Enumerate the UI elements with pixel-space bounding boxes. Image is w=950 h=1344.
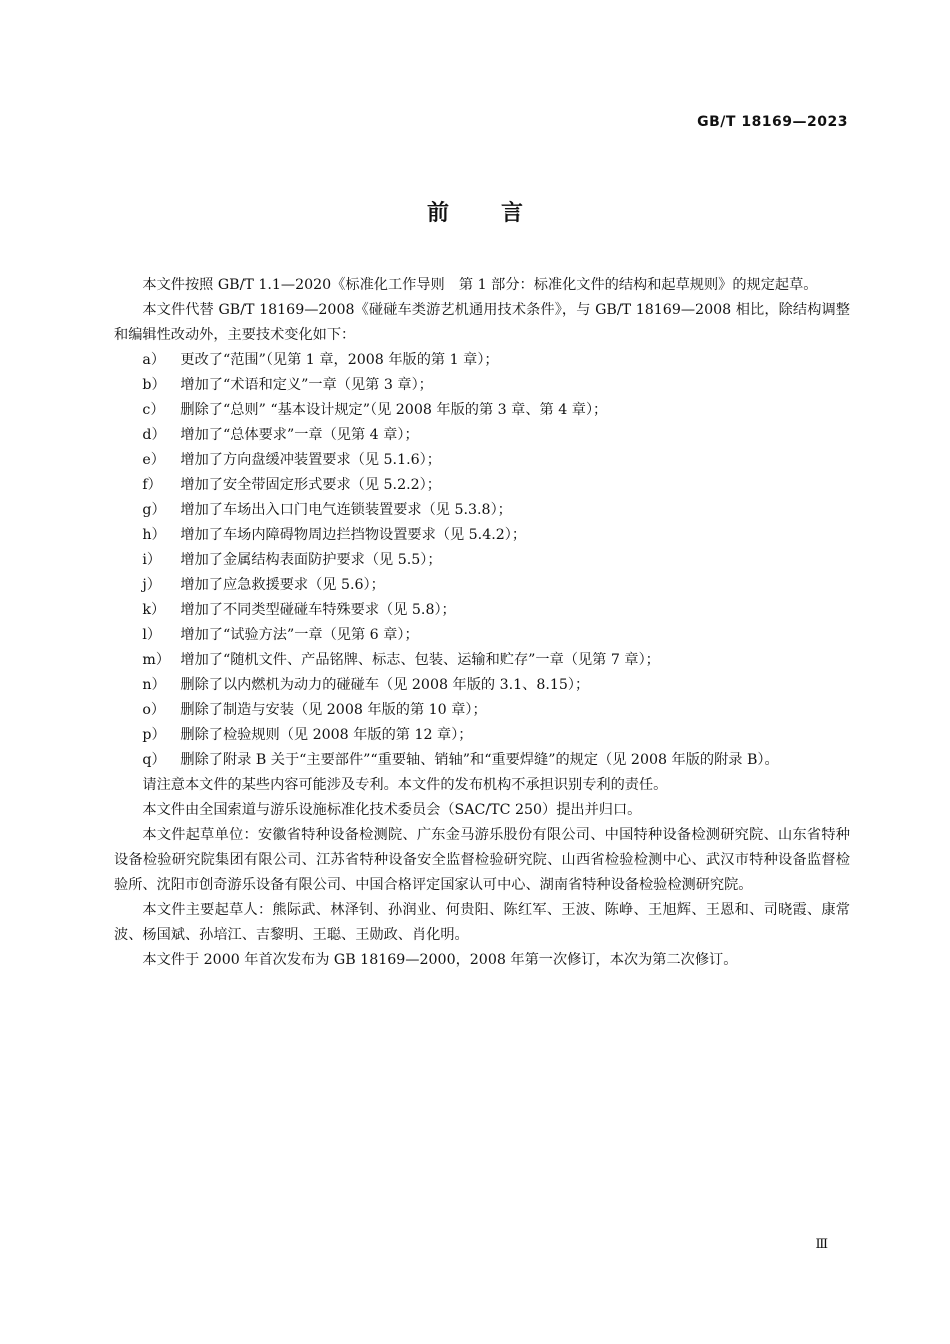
list-item-text: 增加了安全带固定形式要求（见 5.2.2）； [180, 477, 441, 493]
list-item-label: j） [142, 577, 161, 593]
list-item-text: 增加了不同类型碰碰车特殊要求（见 5.8）； [180, 602, 456, 618]
list-item-label: i） [142, 552, 162, 568]
list-item [114, 423, 850, 448]
change-list [114, 348, 850, 773]
list-item-text: 删除了以内燃机为动力的碰碰车（见 2008 年版的 3.1、8.15）； [180, 677, 590, 693]
list-item [114, 648, 850, 673]
list-item-text: 删除了附录 B 关于“主要部件”“重要轴、销轴”和“重要焊缝”的规定（见 2008 年版的附录 B）。 [180, 752, 779, 768]
list-item-text: 增加了“随机文件、产品铭牌、标志、包装、运输和贮存”一章（见第 7 章）； [180, 652, 660, 668]
list-item-label: m） [142, 652, 171, 668]
list-item-text: 增加了“术语和定义”一章（见第 3 章）； [180, 377, 433, 393]
list-item [114, 473, 850, 498]
list-item-text: 删除了“总则” “基本设计规定”（见 2008 年版的第 3 章、第 4 章）； [180, 402, 608, 418]
list-item-label: h） [142, 527, 166, 543]
page-title: 前言 [426, 201, 575, 226]
document-body [114, 273, 850, 973]
list-item-text: 删除了制造与安装（见 2008 年版的第 10 章）； [180, 702, 487, 718]
list-item [114, 623, 850, 648]
paragraph: 本文件按照 GB/T 1.1—2020《标准化工作导则 第 1 部分：标准化文件的结构和起草规则》的规定起草。 [142, 277, 818, 293]
proposing-body: 本文件由全国索道与游乐设施标准化技术委员会（SAC/TC 250）提出并归口。 [142, 802, 642, 818]
list-item-label: q） [142, 752, 166, 768]
list-item [114, 723, 850, 748]
list-item [114, 698, 850, 723]
list-item [114, 598, 850, 623]
list-item [114, 448, 850, 473]
list-item [114, 373, 850, 398]
list-item-text: 删除了检验规则（见 2008 年版的第 12 章）； [180, 727, 473, 743]
list-item-label: g） [142, 502, 166, 518]
list-item-text: 增加了方向盘缓冲装置要求（见 5.1.6）； [180, 452, 441, 468]
list-item-text: 增加了“试验方法”一章（见第 6 章）； [180, 627, 419, 643]
list-item-label: p） [142, 727, 166, 743]
list-item-label: c） [142, 402, 165, 418]
list-item-label: k） [142, 602, 166, 618]
list-item-label: a） [142, 352, 166, 368]
list-item-text: 增加了金属结构表面防护要求（见 5.5）； [180, 552, 442, 568]
list-item-label: o） [142, 702, 166, 718]
list-item-text: 增加了“总体要求”一章（见第 4 章）； [180, 427, 419, 443]
drafting-units: 本文件起草单位：安徽省特种设备检测院、广东金马游乐股份有限公司、中国特种设备检测研究院、山东省特种设备检验研究院集团有限公司、江苏省特种设备安全监督检验研究院、山西省检验检测中心、武汉市特种设备监督检验所、沈阳市创奇游乐设备有限公司、中国合格评定国家认可中心、湖南省特种设备检验检测研究院。 [114, 827, 850, 893]
list-item [114, 548, 850, 573]
list-item-label: f） [142, 477, 162, 493]
standard-number: GB/T 18169—2023 [697, 114, 848, 130]
list-item-label: d） [142, 427, 166, 443]
revision-history: 本文件于 2000 年首次发布为 GB 18169—2000，2008 年第一次修订，本次为第二次修订。 [142, 952, 738, 968]
page-number: Ⅲ [815, 1237, 828, 1252]
list-item [114, 523, 850, 548]
list-item-text: 增加了应急救援要求（见 5.6）； [180, 577, 385, 593]
patent-notice: 请注意本文件的某些内容可能涉及专利。本文件的发布机构不承担识别专利的责任。 [142, 777, 668, 793]
drafters: 本文件主要起草人：熊际武、林泽钊、孙润业、何贵阳、陈红军、王波、陈峥、王旭辉、王恩和、司晓霞、康常波、杨国斌、孙培江、吉黎明、王聪、王勋政、肖化明。 [114, 902, 850, 943]
list-item [114, 498, 850, 523]
list-item-text: 增加了车场内障碍物周边拦挡物设置要求（见 5.4.2）； [180, 527, 527, 543]
list-item [114, 573, 850, 598]
list-item [114, 348, 850, 373]
list-item-label: l） [142, 627, 162, 643]
paragraph: 本文件代替 GB/T 18169—2008《碰碰车类游艺机通用技术条件》，与 GB/T 18169—2008 相比，除结构调整和编辑性改动外，主要技术变化如下： [114, 302, 850, 343]
list-item [114, 748, 850, 773]
list-item [114, 673, 850, 698]
list-item-text: 更改了“范围”（见第 1 章，2008 年版的第 1 章）； [180, 352, 499, 368]
list-item-label: e） [142, 452, 165, 468]
list-item [114, 398, 850, 423]
list-item-text: 增加了车场出入口门电气连锁装置要求（见 5.3.8）； [180, 502, 512, 518]
list-item-label: b） [142, 377, 166, 393]
list-item-label: n） [142, 677, 166, 693]
